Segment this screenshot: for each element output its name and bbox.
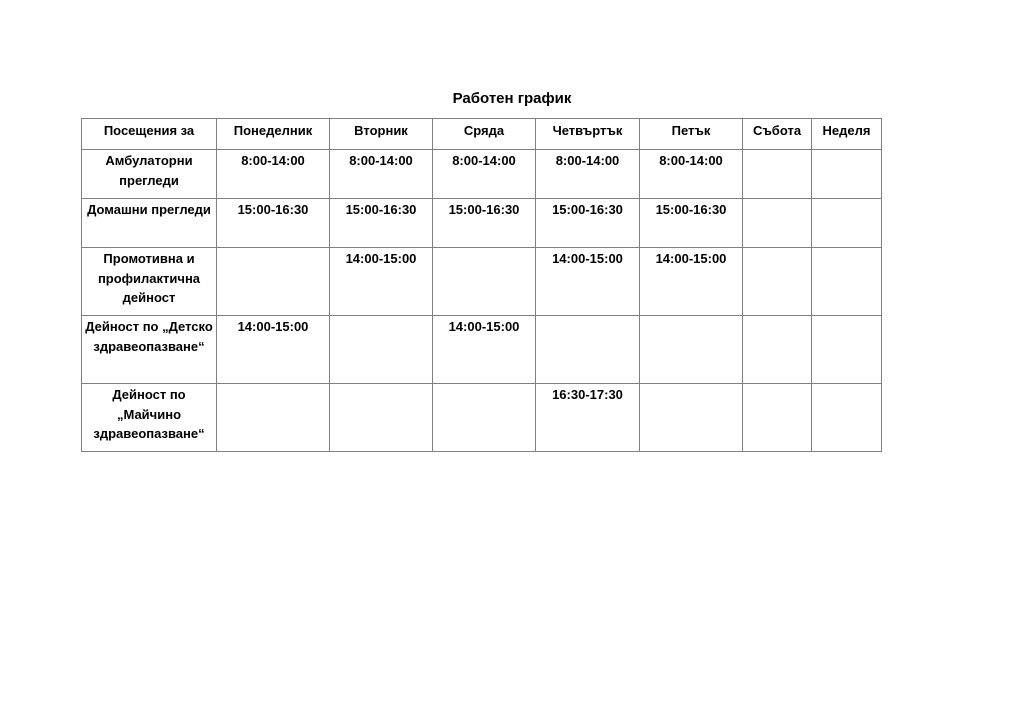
schedule-cell [217, 248, 330, 316]
header-monday: Понеделник [217, 119, 330, 150]
schedule-cell [330, 316, 433, 384]
row-label: Домашни прегледи [82, 199, 217, 248]
schedule-cell [812, 384, 882, 452]
schedule-cell [330, 384, 433, 452]
schedule-cell [640, 384, 743, 452]
schedule-cell: 8:00-14:00 [640, 150, 743, 199]
table-row [82, 316, 882, 384]
header-saturday: Събота [743, 119, 812, 150]
schedule-cell: 15:00-16:30 [433, 199, 536, 248]
table-row [82, 150, 882, 199]
schedule-cell: 14:00-15:00 [330, 248, 433, 316]
schedule-cell: 16:30-17:30 [536, 384, 640, 452]
header-friday: Петък [640, 119, 743, 150]
row-label: Дейност по „Майчино здравеопазване“ [82, 384, 217, 452]
schedule-cell [812, 316, 882, 384]
schedule-cell: 14:00-15:00 [433, 316, 536, 384]
table-row [82, 248, 882, 316]
schedule-cell [433, 248, 536, 316]
schedule-cell: 15:00-16:30 [330, 199, 433, 248]
row-label: Амбулаторни прегледи [82, 150, 217, 199]
header-sunday: Неделя [812, 119, 882, 150]
row-label: Дейност по „Детско здравеопазване“ [82, 316, 217, 384]
schedule-cell: 14:00-15:00 [640, 248, 743, 316]
schedule-cell: 14:00-15:00 [536, 248, 640, 316]
schedule-cell [743, 150, 812, 199]
schedule-cell: 14:00-15:00 [217, 316, 330, 384]
schedule-cell [217, 384, 330, 452]
schedule-cell: 8:00-14:00 [536, 150, 640, 199]
schedule-cell [743, 199, 812, 248]
schedule-cell [812, 150, 882, 199]
schedule-cell [743, 384, 812, 452]
table-row [82, 384, 882, 452]
header-thursday: Четвъртък [536, 119, 640, 150]
header-tuesday: Вторник [330, 119, 433, 150]
schedule-cell: 8:00-14:00 [330, 150, 433, 199]
schedule-cell [536, 316, 640, 384]
schedule-cell: 15:00-16:30 [217, 199, 330, 248]
schedule-cell: 8:00-14:00 [217, 150, 330, 199]
schedule-cell [743, 248, 812, 316]
schedule-cell [812, 199, 882, 248]
document-title: Работен график [452, 90, 572, 107]
schedule-cell [812, 248, 882, 316]
schedule-cell [743, 316, 812, 384]
header-visits-for: Посещения за [82, 119, 217, 150]
schedule-table [81, 118, 882, 452]
schedule-cell: 15:00-16:30 [536, 199, 640, 248]
header-wednesday: Сряда [433, 119, 536, 150]
schedule-cell [640, 316, 743, 384]
schedule-cell: 15:00-16:30 [640, 199, 743, 248]
schedule-cell [433, 384, 536, 452]
table-row [82, 199, 882, 248]
schedule-cell: 8:00-14:00 [433, 150, 536, 199]
table-header-row [82, 119, 882, 150]
row-label: Промотивна и профилактична дейност [82, 248, 217, 316]
